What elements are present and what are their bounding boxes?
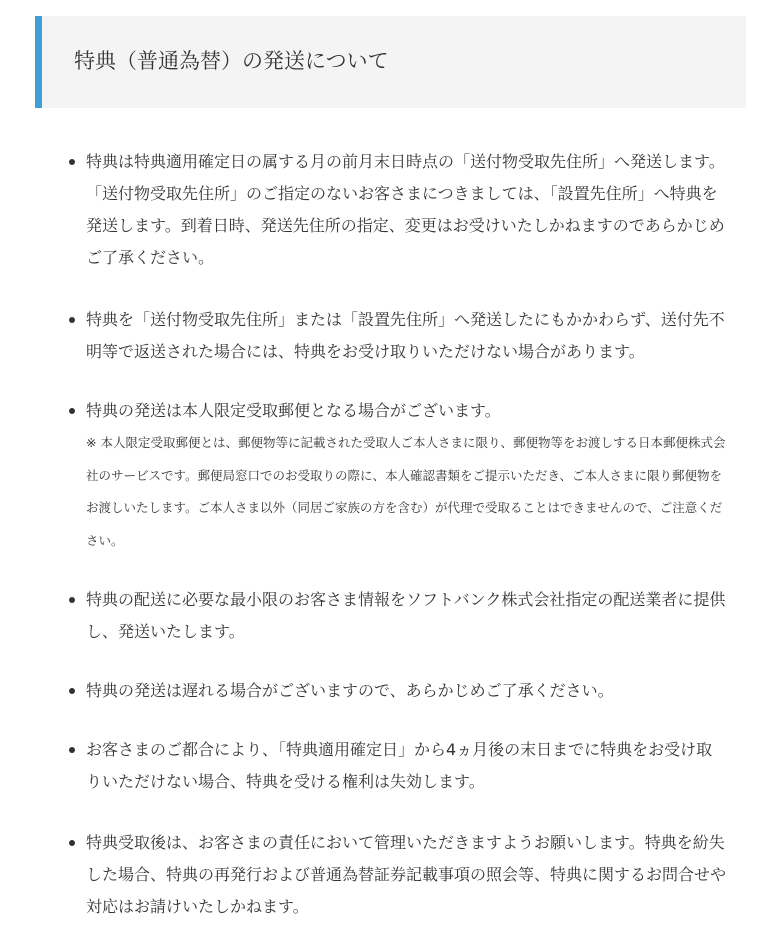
item-note: ※ 本人限定受取郵便とは、郵便物等に記載された受取人ご本人さまに限り、郵便物等をお渡しする日本郵便株式会社のサービスです。郵便局窓口でのお受取りの際に、本人確認書類をご提示いただき、ご本人さまに限り郵便物をお渡しいたします。ご本人さま以外（同居ご家族の方を含む）が代理で受取ることはできませんので、ご注意ください。 [86, 435, 726, 548]
item-text: 特典は特典適用確定日の属する月の前月末日時点の「送付物受取先住所」へ発送します。「送付物受取先住所」のご指定のないお客さまにつきましては、「設置先住所」へ特典を発送します。到着日時、発送先住所の指定、変更はお受けいたしかねますのであらかじめご了承ください。 [86, 152, 725, 267]
item-text: お客さまのご都合により、「特典適用確定日」から4ヵ月後の末日までに特典をお受け取りいただけない場合、特典を受ける権利は失効します。 [86, 740, 713, 791]
bullet-icon [69, 159, 75, 165]
item-text: 特典の発送は本人限定受取郵便となる場合がございます。 [86, 401, 501, 420]
bullet-icon [69, 317, 75, 323]
item-text: 特典の配送に必要な最小限のお客さま情報をソフトバンク株式会社指定の配送業者に提供し、発送いたします。 [86, 590, 726, 641]
bullet-icon [69, 840, 75, 846]
bullet-icon [69, 597, 75, 603]
bullet-icon [69, 408, 75, 414]
item-text: 特典の発送は遅れる場合がございますので、あらかじめご了承ください。 [86, 681, 614, 700]
section-title: 特典（普通為替）の発送について [74, 49, 389, 73]
bullet-icon [69, 747, 75, 753]
section-header [35, 16, 746, 108]
item-text: 特典受取後は、お客さまの責任において管理いただきますようお願いします。特典を紛失した場合、特典の再発行および普通為替証券記載事項の照会等、特典に関するお問合せや対応はお請けいたしかねます。 [86, 833, 727, 916]
item-text: 特典を「送付物受取先住所」または「設置先住所」へ発送したにもかかわらず、送付先不明等で返送された場合には、特典をお受け取りいただけない場合があります。 [86, 310, 725, 361]
bullet-icon [69, 688, 75, 694]
